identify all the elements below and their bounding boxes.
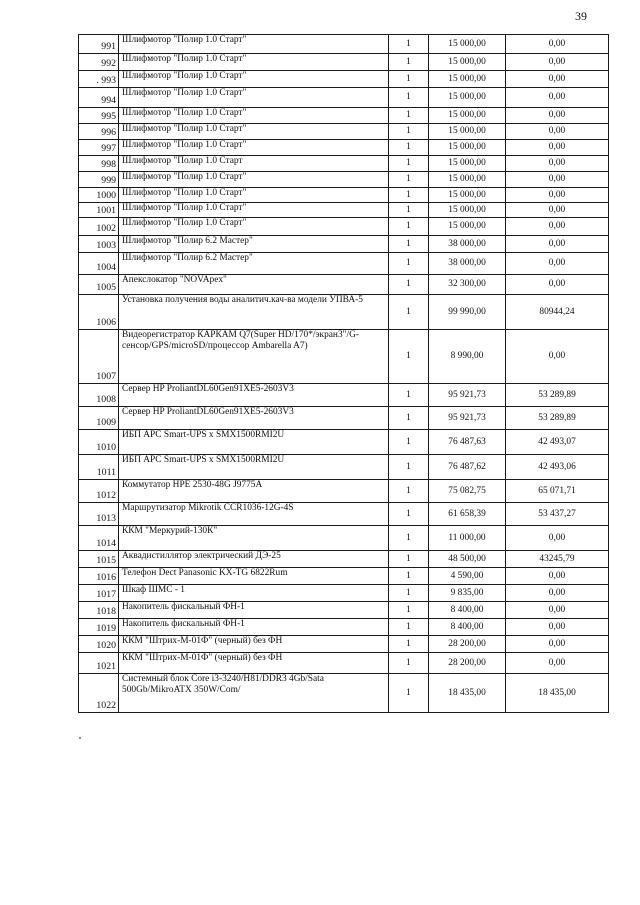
row-number: 1003 [79, 236, 119, 253]
item-residual-value: 0,00 [506, 602, 609, 619]
item-name: ККМ "Меркурий-130К" [119, 526, 389, 551]
item-quantity: 1 [389, 295, 429, 330]
item-price: 28 200,00 [429, 636, 506, 653]
item-residual-value: 53 289,89 [506, 384, 609, 407]
table-row [79, 188, 609, 203]
item-name: Шкаф ШМС - 1 [119, 585, 389, 602]
item-quantity: 1 [389, 430, 429, 455]
row-number: 1022 [79, 674, 119, 713]
item-name: Шлифмотор "Полир 1.0 Старт" [119, 140, 389, 156]
item-residual-value: 65 071,71 [506, 480, 609, 503]
table-row [79, 674, 609, 713]
item-quantity: 1 [389, 480, 429, 503]
row-number: 996 [79, 124, 119, 140]
table-row [79, 275, 609, 295]
item-quantity: 1 [389, 236, 429, 253]
item-residual-value: 0,00 [506, 619, 609, 636]
item-residual-value: 43245,79 [506, 551, 609, 568]
item-name: Шлифмотор "Полир 6.2 Мастер" [119, 253, 389, 275]
row-number: 1007 [79, 330, 119, 384]
item-name: ККМ "Штрих-М-01Ф" (черный) без ФН [119, 653, 389, 674]
table-row [79, 653, 609, 674]
table-row [79, 503, 609, 526]
item-quantity: 1 [389, 526, 429, 551]
item-quantity: 1 [389, 71, 429, 88]
item-price: 8 400,00 [429, 602, 506, 619]
item-name: Шлифмотор "Полир 6.2 Мастер" [119, 236, 389, 253]
item-residual-value: 0,00 [506, 156, 609, 172]
row-number: . 993 [79, 71, 119, 88]
row-number: 1009 [79, 407, 119, 430]
table-row [79, 88, 609, 108]
item-name: Сервер HP ProliantDL60Gen91XE5-2603V3 [119, 407, 389, 430]
table-row [79, 140, 609, 156]
item-name: Установка получения воды аналитич.кач-ва модели УПВА-5 [119, 295, 389, 330]
table-row [79, 430, 609, 455]
item-quantity: 1 [389, 455, 429, 480]
item-name: Шлифмотор "Полир 1.0 Старт" [119, 71, 389, 88]
row-number: 1002 [79, 218, 119, 236]
item-price: 28 200,00 [429, 653, 506, 674]
row-number: 1010 [79, 430, 119, 455]
page-number: 39 [575, 9, 587, 23]
item-name: Коммутатор HPE 2530-48G J9775A [119, 480, 389, 503]
item-name: Накопитель фискальный ФН-1 [119, 619, 389, 636]
item-name: Апекслокатор "NOVApex" [119, 275, 389, 295]
row-number: 997 [79, 140, 119, 156]
table-row [79, 71, 609, 88]
item-name: Шлифмотор "Полир 1.0 Старт" [119, 54, 389, 71]
item-price: 15 000,00 [429, 188, 506, 203]
item-price: 61 658,39 [429, 503, 506, 526]
item-price: 15 000,00 [429, 35, 506, 54]
item-quantity: 1 [389, 653, 429, 674]
item-price: 76 487,63 [429, 430, 506, 455]
item-price: 8 990,00 [429, 330, 506, 384]
item-price: 75 082,75 [429, 480, 506, 503]
item-quantity: 1 [389, 407, 429, 430]
item-price: 15 000,00 [429, 140, 506, 156]
item-residual-value: 0,00 [506, 203, 609, 218]
item-quantity: 1 [389, 88, 429, 108]
table-row [79, 330, 609, 384]
item-quantity: 1 [389, 156, 429, 172]
item-quantity: 1 [389, 108, 429, 124]
item-quantity: 1 [389, 203, 429, 218]
item-quantity: 1 [389, 172, 429, 188]
item-quantity: 1 [389, 384, 429, 407]
row-number: 1016 [79, 568, 119, 585]
table-row [79, 253, 609, 275]
item-quantity: 1 [389, 602, 429, 619]
row-number: 1018 [79, 602, 119, 619]
item-residual-value: 0,00 [506, 54, 609, 71]
table-row [79, 54, 609, 71]
item-residual-value: 0,00 [506, 636, 609, 653]
item-price: 48 500,00 [429, 551, 506, 568]
item-residual-value: 0,00 [506, 568, 609, 585]
item-name: Шлифмотор "Полир 1.0 Старт" [119, 108, 389, 124]
inventory-table [78, 34, 609, 713]
row-number: 1012 [79, 480, 119, 503]
item-price: 15 000,00 [429, 124, 506, 140]
row-number: 1000 [79, 188, 119, 203]
inventory-table-body [79, 35, 609, 713]
row-number: 994 [79, 88, 119, 108]
item-price: 15 000,00 [429, 218, 506, 236]
table-row [79, 172, 609, 188]
scan-speck [79, 737, 81, 739]
row-number: 1017 [79, 585, 119, 602]
item-quantity: 1 [389, 330, 429, 384]
item-name: Шлифмотор "Полир 1.0 Старт" [119, 188, 389, 203]
row-number: 1015 [79, 551, 119, 568]
item-name: Шлифмотор "Полир 1.0 Старт" [119, 124, 389, 140]
row-number: 998 [79, 156, 119, 172]
item-price: 8 400,00 [429, 619, 506, 636]
item-residual-value: 53 437,27 [506, 503, 609, 526]
item-price: 15 000,00 [429, 203, 506, 218]
row-number: 992 [79, 54, 119, 71]
table-row [79, 384, 609, 407]
item-residual-value: 80944,24 [506, 295, 609, 330]
table-row [79, 568, 609, 585]
item-residual-value: 0,00 [506, 172, 609, 188]
item-residual-value: 0,00 [506, 653, 609, 674]
item-quantity: 1 [389, 674, 429, 713]
item-price: 32 300,00 [429, 275, 506, 295]
table-row [79, 218, 609, 236]
item-residual-value: 0,00 [506, 526, 609, 551]
row-number: 1005 [79, 275, 119, 295]
item-price: 15 000,00 [429, 88, 506, 108]
row-number: 1020 [79, 636, 119, 653]
row-number: 1004 [79, 253, 119, 275]
item-quantity: 1 [389, 275, 429, 295]
item-name: Маршрутизатор Mikrotik CCR1036-12G-4S [119, 503, 389, 526]
row-number: 1013 [79, 503, 119, 526]
item-residual-value: 0,00 [506, 71, 609, 88]
row-number: 1011 [79, 455, 119, 480]
item-price: 15 000,00 [429, 71, 506, 88]
item-name: Накопитель фискальный ФН-1 [119, 602, 389, 619]
item-quantity: 1 [389, 35, 429, 54]
item-residual-value: 18 435,00 [506, 674, 609, 713]
item-price: 4 590,00 [429, 568, 506, 585]
item-price: 95 921,73 [429, 407, 506, 430]
table-row [79, 480, 609, 503]
item-quantity: 1 [389, 568, 429, 585]
item-quantity: 1 [389, 636, 429, 653]
item-residual-value: 0,00 [506, 253, 609, 275]
table-row [79, 203, 609, 218]
item-residual-value: 0,00 [506, 218, 609, 236]
item-quantity: 1 [389, 188, 429, 203]
item-residual-value: 0,00 [506, 88, 609, 108]
item-price: 38 000,00 [429, 236, 506, 253]
table-row [79, 407, 609, 430]
item-name: Телефон Dect Panasonic KX-TG 6822Rum [119, 568, 389, 585]
row-number: 991 [79, 35, 119, 54]
item-name: Шлифмотор "Полир 1.0 Старт" [119, 88, 389, 108]
item-price: 15 000,00 [429, 156, 506, 172]
item-price: 95 921,73 [429, 384, 506, 407]
item-name: Шлифмотор "Полир 1.0 Старт [119, 156, 389, 172]
table-row [79, 585, 609, 602]
item-residual-value: 0,00 [506, 124, 609, 140]
table-row [79, 551, 609, 568]
row-number: 999 [79, 172, 119, 188]
row-number: 1006 [79, 295, 119, 330]
item-name: Шлифмотор "Полир 1.0 Старт" [119, 203, 389, 218]
item-residual-value: 42 493,06 [506, 455, 609, 480]
item-price: 15 000,00 [429, 172, 506, 188]
table-row [79, 108, 609, 124]
item-name: ИБП APC Smart-UPS x SMX1500RMI2U [119, 455, 389, 480]
item-quantity: 1 [389, 551, 429, 568]
item-name: Аквадистиллятор электрический ДЭ-25 [119, 551, 389, 568]
item-quantity: 1 [389, 253, 429, 275]
item-name: ИБП APC Smart-UPS x SMX1500RMI2U [119, 430, 389, 455]
item-residual-value: 0,00 [506, 330, 609, 384]
table-row [79, 236, 609, 253]
item-price: 9 835,00 [429, 585, 506, 602]
item-quantity: 1 [389, 218, 429, 236]
item-residual-value: 0,00 [506, 35, 609, 54]
item-name: Шлифмотор "Полир 1.0 Старт" [119, 172, 389, 188]
item-name: Системный блок Core i3-3240/H81/DDR3 4Gb/Sata 500Gb/MikroATX 350W/Com/ [119, 674, 389, 713]
row-number: 1008 [79, 384, 119, 407]
item-name: Видеорегистратор КАРКАМ Q7(Super HD/170*/экран3"/G-сенсор/GPS/microSD/процессор Ambarella A7) [119, 330, 389, 384]
item-name: Сервер HP ProliantDL60Gen91XE5-2603V3 [119, 384, 389, 407]
table-row [79, 156, 609, 172]
item-price: 38 000,00 [429, 253, 506, 275]
row-number: 1001 [79, 203, 119, 218]
table-row [79, 35, 609, 54]
item-price: 11 000,00 [429, 526, 506, 551]
item-price: 18 435,00 [429, 674, 506, 713]
table-row [79, 619, 609, 636]
item-quantity: 1 [389, 140, 429, 156]
item-name: Шлифмотор "Полир 1.0 Старт" [119, 35, 389, 54]
item-residual-value: 0,00 [506, 275, 609, 295]
table-row [79, 636, 609, 653]
item-quantity: 1 [389, 124, 429, 140]
item-quantity: 1 [389, 619, 429, 636]
row-number: 1019 [79, 619, 119, 636]
table-row [79, 124, 609, 140]
item-price: 15 000,00 [429, 54, 506, 71]
item-quantity: 1 [389, 585, 429, 602]
item-residual-value: 0,00 [506, 140, 609, 156]
item-price: 99 990,00 [429, 295, 506, 330]
item-residual-value: 0,00 [506, 188, 609, 203]
item-quantity: 1 [389, 54, 429, 71]
item-residual-value: 42 493,07 [506, 430, 609, 455]
row-number: 1014 [79, 526, 119, 551]
item-name: ККМ "Штрих-М-01Ф" (черный) без ФН [119, 636, 389, 653]
table-row [79, 526, 609, 551]
table-row [79, 455, 609, 480]
row-number: 1021 [79, 653, 119, 674]
table-row [79, 602, 609, 619]
item-price: 76 487,62 [429, 455, 506, 480]
item-residual-value: 0,00 [506, 236, 609, 253]
item-name: Шлифмотор "Полир 1.0 Старт" [119, 218, 389, 236]
item-residual-value: 0,00 [506, 108, 609, 124]
item-quantity: 1 [389, 503, 429, 526]
item-price: 15 000,00 [429, 108, 506, 124]
item-residual-value: 0,00 [506, 585, 609, 602]
table-row [79, 295, 609, 330]
row-number: 995 [79, 108, 119, 124]
item-residual-value: 53 289,89 [506, 407, 609, 430]
